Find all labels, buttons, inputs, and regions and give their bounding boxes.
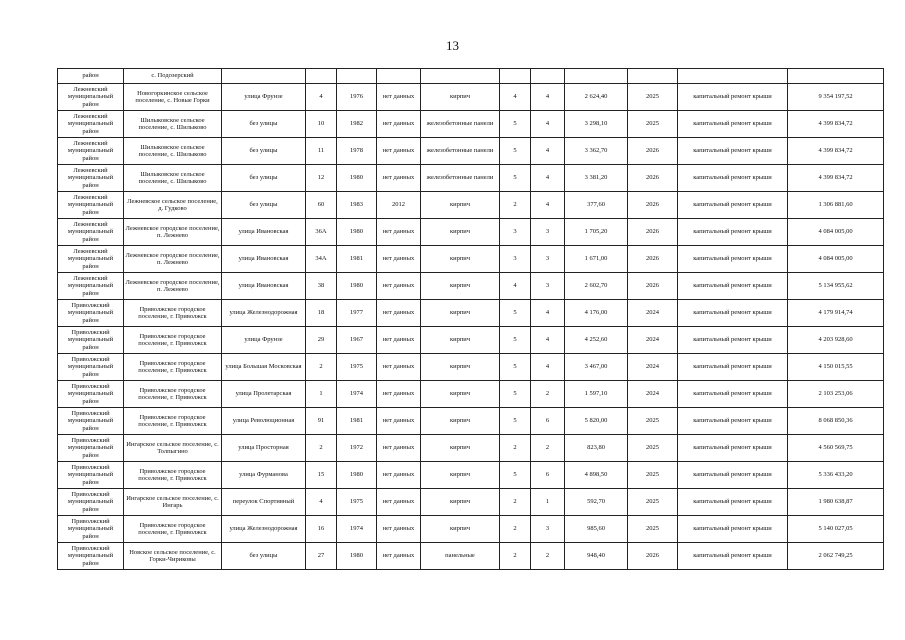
cell-area: 3 362,70 — [565, 138, 628, 165]
table-row — [58, 354, 884, 381]
cell-area: 823,80 — [565, 435, 628, 462]
cell-settlement: Приволжское городское поселение, г. Приволжск — [124, 516, 222, 543]
cell-year-overhaul: нет данных — [377, 516, 421, 543]
cell-year-built: 1980 — [337, 462, 377, 489]
cell-cost: 4 560 569,75 — [788, 435, 884, 462]
cell-entrances: 3 — [531, 219, 565, 246]
cell-cost: 4 399 834,72 — [788, 111, 884, 138]
cell-year-built: 1975 — [337, 354, 377, 381]
cell-wall-material: кирпич — [421, 273, 500, 300]
cell-area: 4 898,50 — [565, 462, 628, 489]
cell-year-overhaul: нет данных — [377, 327, 421, 354]
cell-district: Приволжский муниципальный район — [58, 327, 124, 354]
cell-year-built: 1980 — [337, 165, 377, 192]
cell-year-overhaul: 2012 — [377, 192, 421, 219]
cell-area: 1 705,20 — [565, 219, 628, 246]
cell-floors: 5 — [500, 462, 531, 489]
cell-settlement: Ингарское сельское поселение, с. Ингарь — [124, 489, 222, 516]
cell-cost: 4 179 914,74 — [788, 300, 884, 327]
cell-work-type: капитальный ремонт крыши — [678, 435, 788, 462]
cell-street: без улицы — [222, 543, 306, 570]
cell-work-type: капитальный ремонт крыши — [678, 327, 788, 354]
cell-entrances: 4 — [531, 165, 565, 192]
cell-entrances: 4 — [531, 138, 565, 165]
cell-entrances: 6 — [531, 408, 565, 435]
cell-year-built: 1974 — [337, 516, 377, 543]
cell-area: 985,60 — [565, 516, 628, 543]
cell-wall-material: кирпич — [421, 327, 500, 354]
cell-wall-material: кирпич — [421, 219, 500, 246]
cell-cost: 1 980 638,87 — [788, 489, 884, 516]
cell-year-overhaul: нет данных — [377, 219, 421, 246]
cell-district: район — [58, 69, 124, 84]
cell-district: Приволжский муниципальный район — [58, 462, 124, 489]
cell-street: улица Ивановская — [222, 246, 306, 273]
cell-settlement: Приволжское городское поселение, г. Приволжск — [124, 327, 222, 354]
cell-year-built: 1980 — [337, 273, 377, 300]
cell-work-type: капитальный ремонт крыши — [678, 543, 788, 570]
cell-settlement: Шилыковское сельское поселение, с. Шилыково — [124, 111, 222, 138]
cell-entrances: 2 — [531, 381, 565, 408]
table-row — [58, 69, 884, 84]
cell-wall-material: кирпич — [421, 381, 500, 408]
table-row — [58, 381, 884, 408]
table-row — [58, 165, 884, 192]
table-row — [58, 273, 884, 300]
cell-settlement: Приволжское городское поселение, г. Приволжск — [124, 381, 222, 408]
cell-work-type: капитальный ремонт крыши — [678, 516, 788, 543]
cell-district: Лежневский муниципальный район — [58, 246, 124, 273]
table-row — [58, 543, 884, 570]
cell-street: улица Революционная — [222, 408, 306, 435]
cell-year-overhaul: нет данных — [377, 408, 421, 435]
cell-plan-year: 2025 — [628, 489, 678, 516]
cell-entrances: 6 — [531, 462, 565, 489]
cell-entrances: 2 — [531, 435, 565, 462]
cell-entrances: 4 — [531, 327, 565, 354]
cell-area: 1 671,00 — [565, 246, 628, 273]
cell-settlement: Новогоркинское сельское поселение, с. Новые Горки — [124, 84, 222, 111]
cell-year-overhaul — [377, 69, 421, 84]
cell-street: улица Фурманова — [222, 462, 306, 489]
cell-settlement: Лежневское городское поселение, п. Лежнево — [124, 273, 222, 300]
cell-entrances: 3 — [531, 273, 565, 300]
cell-district: Приволжский муниципальный район — [58, 543, 124, 570]
cell-wall-material: кирпич — [421, 84, 500, 111]
cell-house-number: 38 — [306, 273, 337, 300]
cell-district: Приволжский муниципальный район — [58, 489, 124, 516]
cell-settlement: Шилыковское сельское поселение, с. Шилыково — [124, 165, 222, 192]
cell-settlement: Приволжское городское поселение, г. Приволжск — [124, 354, 222, 381]
cell-district: Лежневский муниципальный район — [58, 273, 124, 300]
cell-wall-material: кирпич — [421, 246, 500, 273]
cell-year-overhaul: нет данных — [377, 381, 421, 408]
cell-street: улица Фрунзе — [222, 84, 306, 111]
cell-settlement: Ингарское сельское поселение, с. Толпыгино — [124, 435, 222, 462]
cell-wall-material: кирпич — [421, 462, 500, 489]
cell-cost: 4 150 015,55 — [788, 354, 884, 381]
cell-year-overhaul: нет данных — [377, 165, 421, 192]
cell-year-overhaul: нет данных — [377, 300, 421, 327]
table-row — [58, 462, 884, 489]
cell-year-built: 1972 — [337, 435, 377, 462]
cell-work-type: капитальный ремонт крыши — [678, 84, 788, 111]
cell-floors: 3 — [500, 246, 531, 273]
cell-area: 377,60 — [565, 192, 628, 219]
cell-house-number: 4 — [306, 84, 337, 111]
cell-plan-year: 2026 — [628, 246, 678, 273]
cell-area: 4 252,60 — [565, 327, 628, 354]
cell-work-type: капитальный ремонт крыши — [678, 462, 788, 489]
cell-district: Лежневский муниципальный район — [58, 219, 124, 246]
cell-year-built: 1981 — [337, 408, 377, 435]
cell-wall-material: панельные — [421, 543, 500, 570]
cell-work-type: капитальный ремонт крыши — [678, 192, 788, 219]
table-row — [58, 489, 884, 516]
cell-cost: 9 354 197,52 — [788, 84, 884, 111]
cell-wall-material: кирпич — [421, 192, 500, 219]
cell-year-overhaul: нет данных — [377, 246, 421, 273]
cell-wall-material: кирпич — [421, 408, 500, 435]
cell-plan-year: 2024 — [628, 381, 678, 408]
cell-floors: 4 — [500, 84, 531, 111]
page-number: 13 — [446, 38, 459, 53]
cell-plan-year: 2025 — [628, 435, 678, 462]
cell-entrances: 3 — [531, 246, 565, 273]
cell-house-number: 15 — [306, 462, 337, 489]
cell-area: 2 602,70 — [565, 273, 628, 300]
cell-cost: 4 399 834,72 — [788, 138, 884, 165]
cell-house-number: 1 — [306, 381, 337, 408]
cell-area: 5 820,00 — [565, 408, 628, 435]
cell-cost — [788, 69, 884, 84]
cell-district: Приволжский муниципальный район — [58, 435, 124, 462]
cell-district: Приволжский муниципальный район — [58, 354, 124, 381]
cell-floors: 2 — [500, 516, 531, 543]
cell-plan-year: 2026 — [628, 273, 678, 300]
cell-street: без улицы — [222, 111, 306, 138]
cell-area: 3 381,20 — [565, 165, 628, 192]
cell-district: Приволжский муниципальный район — [58, 516, 124, 543]
cell-cost: 2 062 749,25 — [788, 543, 884, 570]
cell-work-type: капитальный ремонт крыши — [678, 165, 788, 192]
cell-plan-year: 2026 — [628, 543, 678, 570]
repair-program-table — [57, 68, 884, 570]
cell-settlement: Приволжское городское поселение, г. Приволжск — [124, 300, 222, 327]
cell-area — [565, 69, 628, 84]
cell-floors: 3 — [500, 219, 531, 246]
cell-entrances — [531, 69, 565, 84]
cell-year-overhaul: нет данных — [377, 543, 421, 570]
cell-cost: 5 336 433,20 — [788, 462, 884, 489]
cell-year-built: 1976 — [337, 84, 377, 111]
cell-settlement: с. Подозерский — [124, 69, 222, 84]
cell-entrances: 4 — [531, 300, 565, 327]
cell-settlement: Приволжское городское поселение, г. Приволжск — [124, 462, 222, 489]
cell-entrances: 4 — [531, 192, 565, 219]
cell-wall-material: кирпич — [421, 300, 500, 327]
cell-house-number: 18 — [306, 300, 337, 327]
cell-floors: 5 — [500, 327, 531, 354]
cell-work-type: капитальный ремонт крыши — [678, 138, 788, 165]
cell-area: 3 467,00 — [565, 354, 628, 381]
cell-year-overhaul: нет данных — [377, 435, 421, 462]
cell-street: без улицы — [222, 165, 306, 192]
cell-street: улица Железнодорожная — [222, 516, 306, 543]
table-row — [58, 327, 884, 354]
cell-plan-year: 2024 — [628, 354, 678, 381]
table-body — [58, 69, 884, 570]
cell-floors: 5 — [500, 408, 531, 435]
cell-street: переулок Спортивный — [222, 489, 306, 516]
table-row — [58, 111, 884, 138]
cell-district: Лежневский муниципальный район — [58, 192, 124, 219]
cell-entrances: 4 — [531, 111, 565, 138]
cell-floors: 5 — [500, 300, 531, 327]
cell-cost: 5 140 027,05 — [788, 516, 884, 543]
cell-wall-material: железобетонные панели — [421, 138, 500, 165]
table-row — [58, 246, 884, 273]
cell-floors: 2 — [500, 543, 531, 570]
cell-street: без улицы — [222, 192, 306, 219]
cell-house-number: 2 — [306, 354, 337, 381]
cell-street: улица Большая Московская — [222, 354, 306, 381]
cell-floors: 2 — [500, 435, 531, 462]
cell-settlement: Шилыковское сельское поселение, с. Шилыково — [124, 138, 222, 165]
cell-plan-year: 2026 — [628, 219, 678, 246]
cell-entrances: 4 — [531, 84, 565, 111]
cell-area: 592,70 — [565, 489, 628, 516]
table-row — [58, 300, 884, 327]
cell-cost: 1 306 881,60 — [788, 192, 884, 219]
cell-street: улица Ивановская — [222, 219, 306, 246]
cell-work-type: капитальный ремонт крыши — [678, 219, 788, 246]
cell-floors: 5 — [500, 354, 531, 381]
cell-district: Приволжский муниципальный район — [58, 300, 124, 327]
cell-district: Приволжский муниципальный район — [58, 408, 124, 435]
cell-entrances: 3 — [531, 516, 565, 543]
cell-house-number: 27 — [306, 543, 337, 570]
cell-work-type: капитальный ремонт крыши — [678, 489, 788, 516]
cell-wall-material: кирпич — [421, 354, 500, 381]
cell-year-overhaul: нет данных — [377, 354, 421, 381]
cell-year-built: 1967 — [337, 327, 377, 354]
cell-cost: 4 399 834,72 — [788, 165, 884, 192]
cell-year-overhaul: нет данных — [377, 138, 421, 165]
cell-street — [222, 69, 306, 84]
cell-cost: 4 084 005,00 — [788, 219, 884, 246]
cell-house-number: 29 — [306, 327, 337, 354]
cell-settlement: Лежневское городское поселение, п. Лежнево — [124, 219, 222, 246]
cell-floors: 2 — [500, 489, 531, 516]
cell-district: Лежневский муниципальный район — [58, 111, 124, 138]
cell-wall-material: железобетонные панели — [421, 165, 500, 192]
table-row — [58, 516, 884, 543]
cell-entrances: 4 — [531, 354, 565, 381]
cell-house-number: 16 — [306, 516, 337, 543]
cell-district: Лежневский муниципальный район — [58, 138, 124, 165]
cell-entrances: 2 — [531, 543, 565, 570]
cell-floors: 2 — [500, 192, 531, 219]
cell-year-overhaul: нет данных — [377, 462, 421, 489]
cell-house-number: 36А — [306, 219, 337, 246]
table-row — [58, 84, 884, 111]
cell-year-built: 1981 — [337, 246, 377, 273]
cell-wall-material: железобетонные панели — [421, 111, 500, 138]
cell-plan-year: 2025 — [628, 516, 678, 543]
cell-wall-material: кирпич — [421, 489, 500, 516]
cell-cost: 5 134 955,62 — [788, 273, 884, 300]
cell-work-type: капитальный ремонт крыши — [678, 354, 788, 381]
cell-street: улица Просторная — [222, 435, 306, 462]
cell-floors: 4 — [500, 273, 531, 300]
cell-floors: 5 — [500, 381, 531, 408]
cell-house-number: 2 — [306, 435, 337, 462]
cell-plan-year: 2026 — [628, 192, 678, 219]
cell-floors: 5 — [500, 138, 531, 165]
cell-settlement: Приволжское городское поселение, г. Приволжск — [124, 408, 222, 435]
cell-house-number: 4 — [306, 489, 337, 516]
cell-floors: 5 — [500, 165, 531, 192]
cell-floors: 5 — [500, 111, 531, 138]
cell-cost: 4 203 928,60 — [788, 327, 884, 354]
cell-plan-year: 2025 — [628, 408, 678, 435]
cell-work-type: капитальный ремонт крыши — [678, 381, 788, 408]
cell-street: улица Железнодорожная — [222, 300, 306, 327]
cell-area: 2 624,40 — [565, 84, 628, 111]
cell-year-built: 1978 — [337, 138, 377, 165]
cell-district: Лежневский муниципальный район — [58, 165, 124, 192]
table-row — [58, 408, 884, 435]
cell-area: 948,40 — [565, 543, 628, 570]
cell-year-built: 1977 — [337, 300, 377, 327]
table-row — [58, 192, 884, 219]
cell-year-built: 1980 — [337, 219, 377, 246]
cell-house-number: 12 — [306, 165, 337, 192]
cell-area: 3 298,10 — [565, 111, 628, 138]
cell-house-number — [306, 69, 337, 84]
cell-house-number: 91 — [306, 408, 337, 435]
cell-work-type: капитальный ремонт крыши — [678, 246, 788, 273]
cell-street: улица Ивановская — [222, 273, 306, 300]
cell-cost: 4 084 005,00 — [788, 246, 884, 273]
cell-plan-year: 2025 — [628, 111, 678, 138]
table-row — [58, 435, 884, 462]
cell-house-number: 10 — [306, 111, 337, 138]
cell-settlement: Лежневское городское поселение, п. Лежнево — [124, 246, 222, 273]
cell-plan-year: 2026 — [628, 165, 678, 192]
cell-year-overhaul: нет данных — [377, 273, 421, 300]
cell-work-type: капитальный ремонт крыши — [678, 111, 788, 138]
cell-district: Приволжский муниципальный район — [58, 381, 124, 408]
cell-work-type: капитальный ремонт крыши — [678, 408, 788, 435]
cell-house-number: 60 — [306, 192, 337, 219]
cell-plan-year — [628, 69, 678, 84]
cell-year-built — [337, 69, 377, 84]
cell-plan-year: 2025 — [628, 462, 678, 489]
table-row — [58, 138, 884, 165]
cell-year-overhaul: нет данных — [377, 111, 421, 138]
cell-cost: 8 068 850,36 — [788, 408, 884, 435]
cell-year-built: 1974 — [337, 381, 377, 408]
cell-work-type — [678, 69, 788, 84]
cell-cost: 2 103 253,06 — [788, 381, 884, 408]
cell-entrances: 1 — [531, 489, 565, 516]
cell-year-overhaul: нет данных — [377, 489, 421, 516]
cell-year-overhaul: нет данных — [377, 84, 421, 111]
cell-year-built: 1982 — [337, 111, 377, 138]
cell-year-built: 1980 — [337, 543, 377, 570]
cell-house-number: 34А — [306, 246, 337, 273]
cell-wall-material — [421, 69, 500, 84]
cell-floors — [500, 69, 531, 84]
cell-work-type: капитальный ремонт крыши — [678, 273, 788, 300]
cell-street: улица Пролетарская — [222, 381, 306, 408]
cell-area: 4 176,00 — [565, 300, 628, 327]
cell-street: улица Фрунзе — [222, 327, 306, 354]
cell-plan-year: 2026 — [628, 138, 678, 165]
cell-wall-material: кирпич — [421, 516, 500, 543]
table-row — [58, 219, 884, 246]
cell-work-type: капитальный ремонт крыши — [678, 300, 788, 327]
cell-year-built: 1983 — [337, 192, 377, 219]
cell-plan-year: 2025 — [628, 84, 678, 111]
cell-street: без улицы — [222, 138, 306, 165]
cell-plan-year: 2024 — [628, 300, 678, 327]
cell-year-built: 1975 — [337, 489, 377, 516]
cell-settlement: Новское сельское поселение, с. Горки-Чириковы — [124, 543, 222, 570]
cell-wall-material: кирпич — [421, 435, 500, 462]
cell-plan-year: 2024 — [628, 327, 678, 354]
cell-settlement: Лежневское сельское поселение, д. Гудково — [124, 192, 222, 219]
cell-area: 1 597,10 — [565, 381, 628, 408]
cell-district: Лежневский муниципальный район — [58, 84, 124, 111]
cell-house-number: 11 — [306, 138, 337, 165]
